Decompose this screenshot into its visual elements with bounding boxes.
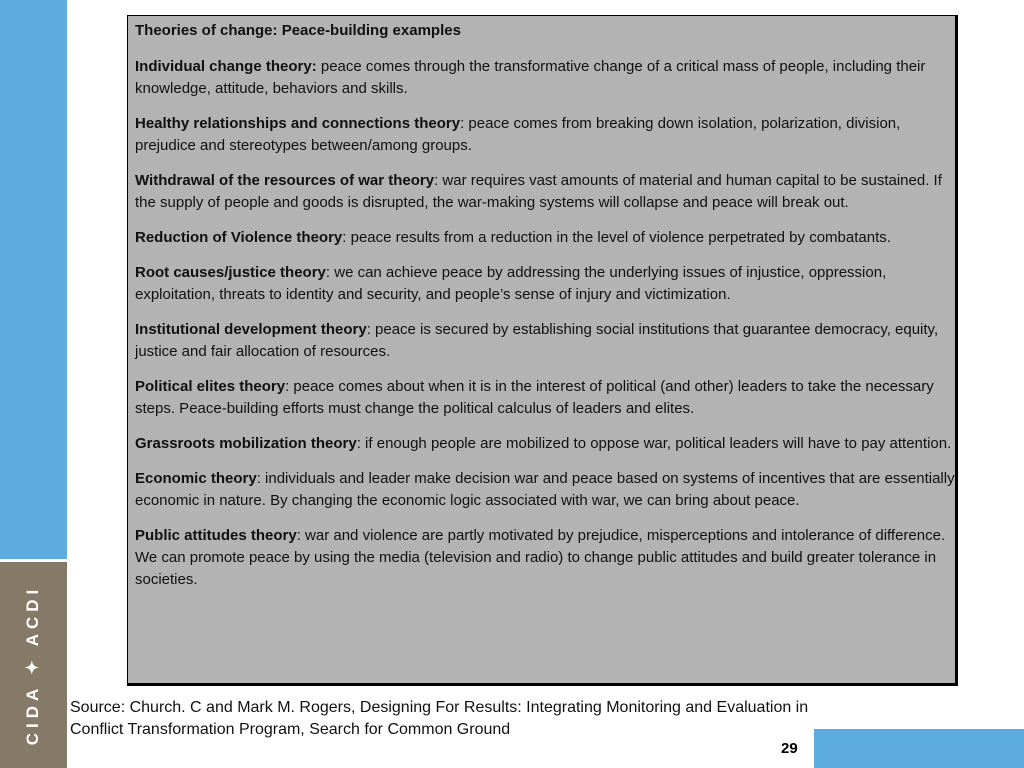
theory-item xyxy=(135,376,955,420)
theory-item xyxy=(135,170,955,214)
theory-text: : war requires vast amounts of material and human capital to be sustained. If the supply of people and goods is disrupted, the war-making systems will collapse and peace will break out. xyxy=(135,172,942,211)
theory-text: : war and violence are partly motivated by prejudice, misperceptions and intolerance of difference. We can promote peace by using the media (television and radio) to change public attitudes and build greater tolerance in societies. xyxy=(135,527,946,588)
theory-item xyxy=(135,433,955,455)
theory-item xyxy=(135,525,955,591)
theory-item xyxy=(135,56,955,100)
theory-term: Healthy relationships and connections theory xyxy=(135,115,461,132)
left-accent-bar xyxy=(0,0,67,559)
theory-term: Reduction of Violence theory xyxy=(135,229,343,246)
theory-term: Economic theory xyxy=(135,470,257,487)
theory-text: : peace results from a reduction in the level of violence perpetrated by combatants. xyxy=(342,229,891,246)
source-citation: Source: Church. C and Mark M. Rogers, Designing For Results: Integrating Monitoring and Evaluation in Conflict Transformation Program, Search for Common Ground xyxy=(70,699,809,738)
theory-text: : we can achieve peace by addressing the underlying issues of injustice, oppression, exploitation, threats to identity and security, and people’s sense of injury and victimization. xyxy=(135,264,887,303)
theory-item xyxy=(135,227,955,249)
theory-term: Grassroots mobilization theory xyxy=(135,435,357,452)
bottom-accent-bar xyxy=(814,729,1024,768)
theory-text: : if enough people are mobilized to oppose war, political leaders will have to pay attention. xyxy=(356,435,952,452)
theory-term: Root causes/justice theory xyxy=(135,264,326,281)
theory-term: Individual change theory: xyxy=(135,58,317,75)
theory-term: Public attitudes theory xyxy=(135,527,297,544)
theory-text: : peace is secured by establishing social institutions that guarantee democracy, equity, justice and fair allocation of resources. xyxy=(135,321,939,360)
logo-text: CIDA ✦ ACDI xyxy=(23,584,42,746)
theory-text: : individuals and leader make decision war and peace based on systems of incentives that are essentially economic in nature. By changing the economic logic associated with war, we can bring about peace. xyxy=(135,470,955,509)
theory-item xyxy=(135,319,955,363)
theories-box xyxy=(127,15,958,686)
theory-text: : peace comes from breaking down isolation, polarization, division, prejudice and stereotypes between/among groups. xyxy=(135,115,901,154)
cida-acdi-logo xyxy=(0,562,67,768)
theory-term: Withdrawal of the resources of war theory xyxy=(135,172,435,189)
theory-text: : peace comes about when it is in the interest of political (and other) leaders to take the necessary steps. Peace-building efforts must change the political calculus of leaders and elites. xyxy=(135,378,934,417)
theory-item xyxy=(135,113,955,157)
page-number: 29 xyxy=(781,740,798,757)
box-title: Theories of change: Peace-building examples xyxy=(135,22,461,39)
theory-item xyxy=(135,262,955,306)
theory-term: Political elites theory xyxy=(135,378,286,395)
theory-term: Institutional development theory xyxy=(135,321,367,338)
theory-text: peace comes through the transformative change of a critical mass of people, including their knowledge, attitude, behaviors and skills. xyxy=(135,58,926,97)
theory-item xyxy=(135,468,955,512)
